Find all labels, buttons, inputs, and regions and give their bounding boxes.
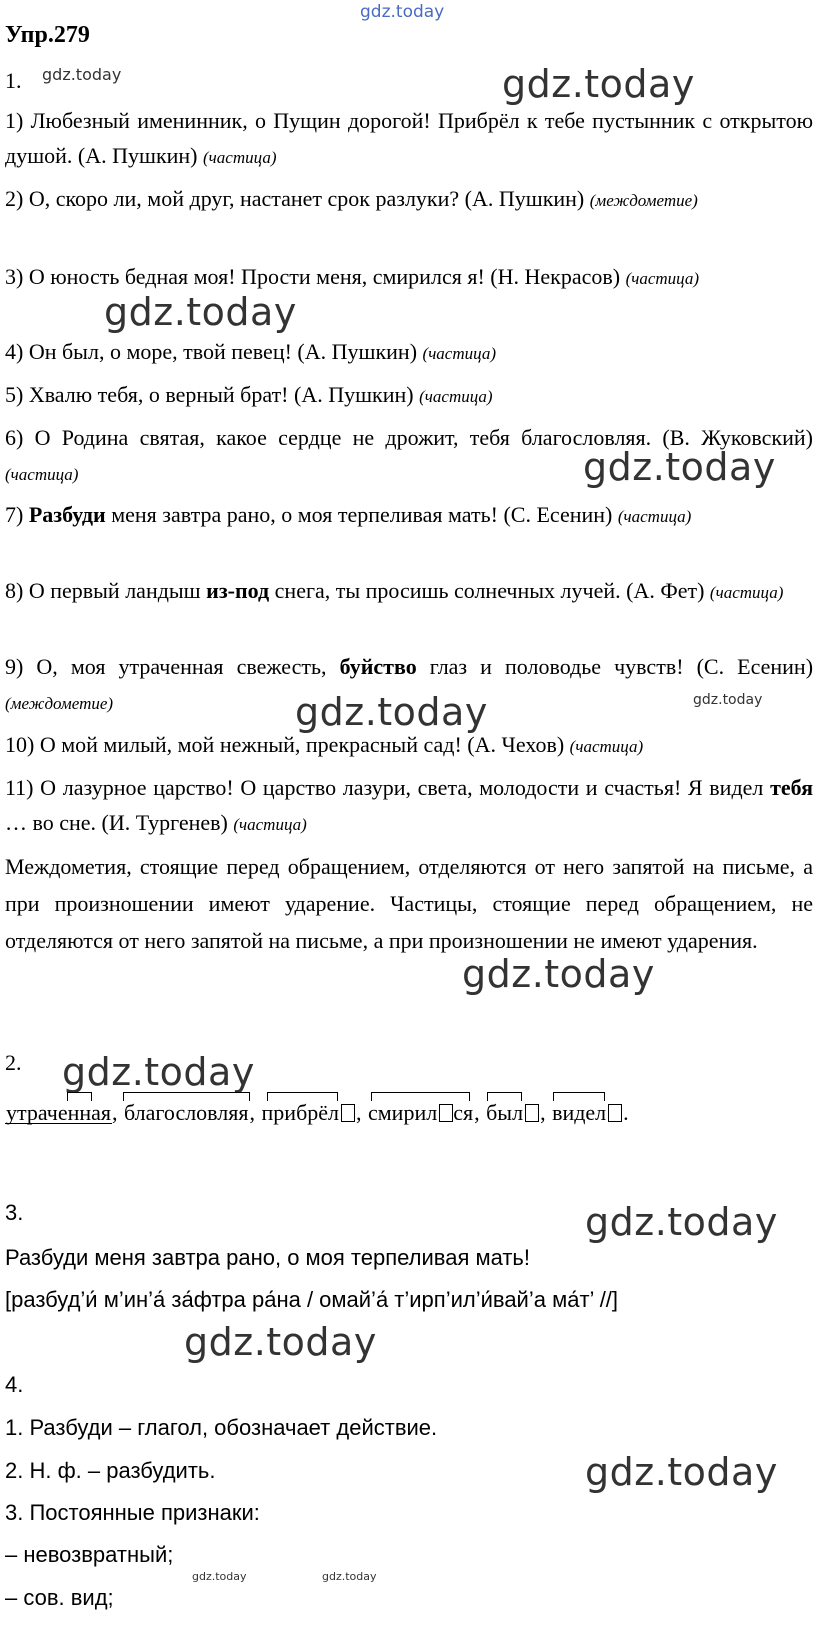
- watermark: gdz.today: [42, 65, 122, 84]
- sentence-2: 2) О, скоро ли, мой друг, настанет срок разлуки? (А. Пушкин) (междометие): [5, 186, 698, 211]
- morpheme-word-list: утраченная , благословляя , прибрёл , смирил ся, был , видел .: [5, 1100, 629, 1126]
- watermark: gdz.today: [502, 62, 695, 106]
- word-pribryol: прибрёл: [261, 1100, 356, 1126]
- watermark: gdz.today: [104, 290, 297, 334]
- sentence-4: 4) Он был, о море, твой певец! (А. Пушкин) (частица): [5, 339, 496, 364]
- watermark: gdz.today: [585, 1200, 778, 1244]
- word-blagoslovlyaya: благословляя: [123, 1100, 249, 1126]
- watermark: gdz.today: [322, 1570, 377, 1583]
- watermark: gdz.today: [583, 445, 776, 489]
- word-byl: был: [485, 1100, 540, 1126]
- morph-line-5: – сов. вид;: [5, 1585, 114, 1610]
- phonetic-transcription: [разбуд’и́ м’ин’а́ за́фтра ра́на / омай’а́ т’ирп’ил’и́вай’а ма́т’ //]: [5, 1287, 619, 1312]
- sentence-8: 8) О первый ландыш из-под снега, ты просишь солнечных лучей. (А. Фет) (частица): [5, 578, 784, 603]
- sentence-5: 5) Хвалю тебя, о верный брат! (А. Пушкин) (частица): [5, 382, 493, 407]
- watermark: gdz.today: [585, 1450, 778, 1494]
- sentence-3: 3) О юность бедная моя! Прости меня, смирился я! (Н. Некрасов) (частица): [5, 264, 700, 289]
- word-videl: видел: [551, 1100, 623, 1126]
- section-number: 2.: [5, 1050, 22, 1075]
- morph-line-1: 1. Разбуди – глагол, обозначает действие.: [5, 1415, 438, 1440]
- word-smirilsya: смирил ся: [367, 1100, 474, 1126]
- morph-line-3: 3. Постоянные признаки:: [5, 1500, 260, 1525]
- sentence-11: 11) О лазурное царство! О царство лазури, света, молодости и счастья! Я видел тебя … во сне. (И. Тургенев) (частица): [5, 775, 814, 835]
- morph-line-4: – невозвратный;: [5, 1542, 174, 1567]
- watermark: gdz.today: [192, 1570, 247, 1583]
- morph-line-2: 2. Н. ф. – разбудить.: [5, 1458, 216, 1483]
- watermark: gdz.today: [184, 1320, 377, 1364]
- section-number: 4.: [5, 1372, 24, 1397]
- watermark-top: gdz.today: [360, 2, 445, 22]
- sentence-7: 7) Разбуди меня завтра рано, о моя терпеливая мать! (С. Есенин) (частица): [5, 502, 692, 527]
- section-number: 1.: [5, 68, 22, 93]
- exercise-title: Упр.279: [5, 22, 90, 48]
- conclusion: Междометия, стоящие перед обращением, отделяются от него запятой на письме, а при произношении имеют ударение. Частицы, стоящие перед обращением, не отделяются от него запятой на письме, а при произношении не имеют ударения.: [5, 854, 813, 953]
- sentence-9: 9) О, моя утраченная свежесть, буйство глаз и половодье чувств! (С. Есенин) (междометие): [5, 654, 814, 713]
- analysis-sentence: Разбуди меня завтра рано, о моя терпеливая мать!: [5, 1245, 531, 1270]
- watermark: gdz.today: [462, 952, 655, 996]
- sentence-10: 10) О мой милый, мой нежный, прекрасный сад! (А. Чехов) (частица): [5, 732, 644, 757]
- watermark: gdz.today: [62, 1050, 255, 1094]
- watermark: gdz.today: [295, 690, 488, 734]
- sentence-6: 6) О Родина святая, какое сердце не дрожит, тебя благословляя. (В. Жуковский) (частица): [5, 425, 813, 484]
- section-number: 3.: [5, 1200, 24, 1225]
- watermark: gdz.today: [693, 692, 763, 708]
- sentence-1: 1) Любезный именинник, о Пущин дорогой! Прибрёл к тебе пустынник с открытою душой. (А. Пушкин) (частица): [5, 108, 813, 168]
- word-utrachennaya: утраченная: [5, 1100, 112, 1126]
